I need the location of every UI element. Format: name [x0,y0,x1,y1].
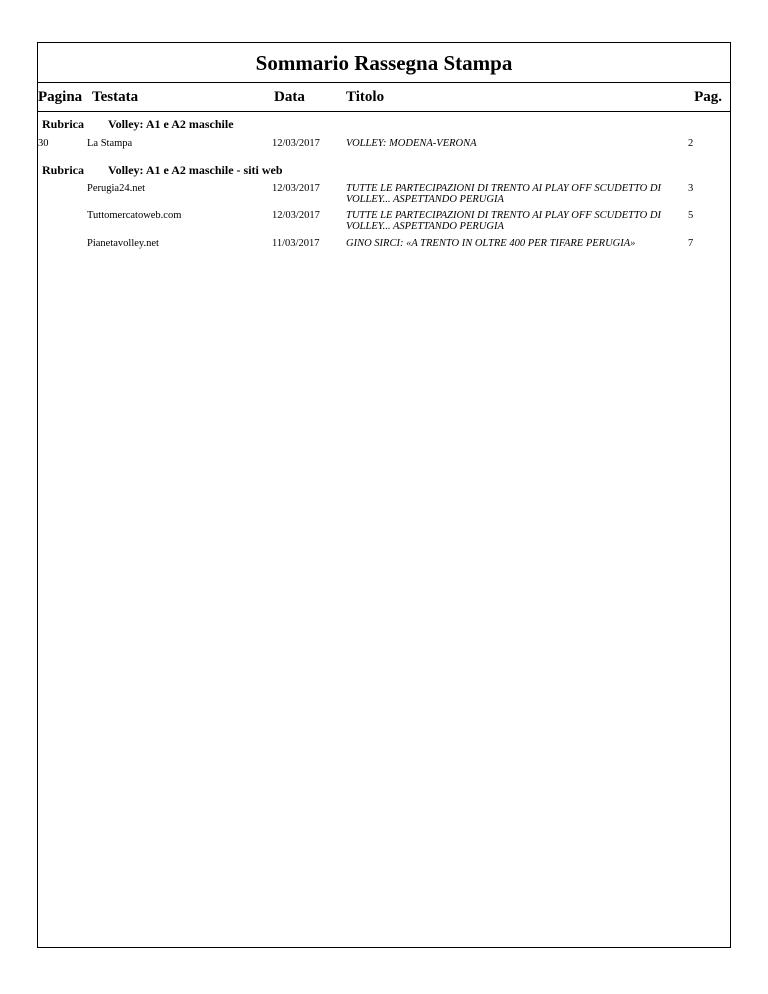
rubrica-name: Volley: A1 e A2 maschile - siti web [108,163,283,177]
cell-titolo: VOLLEY: MODENA-VERONA [346,138,477,149]
cell-data: 12/03/2017 [272,138,320,149]
rubrica-label: Rubrica [42,163,84,177]
document-frame [37,42,731,948]
cell-pagina: 30 [38,138,49,149]
header-data: Data [274,89,305,105]
cell-data: 12/03/2017 [272,183,320,194]
cell-pag: 3 [688,183,694,194]
rubrica-label: Rubrica [42,117,84,131]
cell-testata: Perugia24.net [87,183,146,194]
page-title: Sommario Rassegna Stampa [38,43,730,83]
cell-titolo: GINO SIRCI: «A TRENTO IN OLTRE 400 PER TIFARE PERUGIA» [346,238,636,249]
cell-pag: 7 [688,238,694,249]
rubrica-name: Volley: A1 e A2 maschile [108,117,234,131]
header-pag: Pag. [694,89,722,105]
cell-pag: 2 [688,138,694,149]
cell-testata: Tuttomercatoweb.com [87,210,182,221]
cell-data: 11/03/2017 [272,238,320,249]
header-testata: Testata [92,89,139,105]
header-pagina: Pagina [38,89,83,105]
cell-data: 12/03/2017 [272,210,320,221]
cell-testata: La Stampa [87,138,133,149]
cell-titolo: TUTTE LE PARTECIPAZIONI DI TRENTO AI PLAY OFF SCUDETTO DI VOLLEY... ASPETTANDO PERUGIA [346,210,661,232]
cell-titolo: TUTTE LE PARTECIPAZIONI DI TRENTO AI PLAY OFF SCUDETTO DI VOLLEY... ASPETTANDO PERUGIA [346,183,661,205]
cell-testata: Pianetavolley.net [87,238,159,249]
header-titolo: Titolo [346,89,385,105]
table-header [38,83,730,112]
cell-pag: 5 [688,210,694,221]
